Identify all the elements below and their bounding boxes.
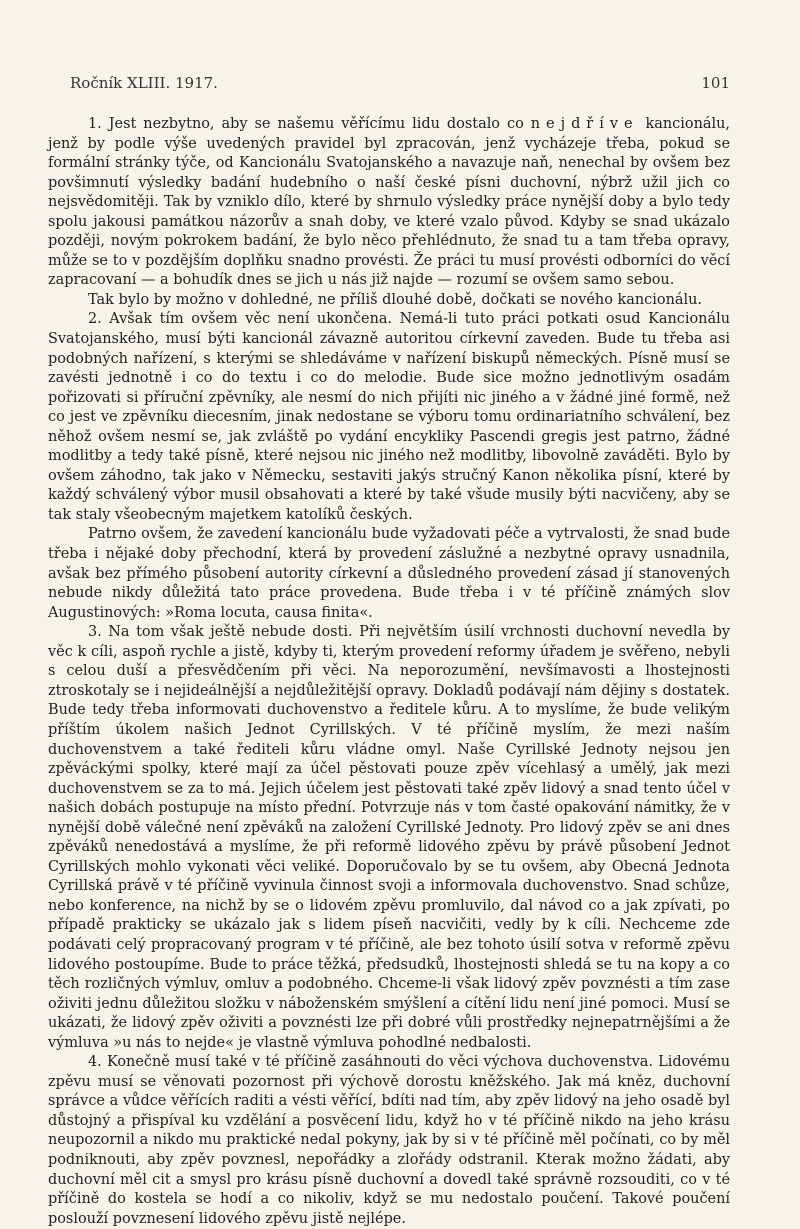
- paragraph-6: 4. Konečně musí také v té příčině zasáhnouti do věci výchova duchovenstva. Lidovému zpěvu musí se věnovati pozornost při výchově dorostu kněžského. Jak má kněz, duchovní správce a vůdce věřících raditi a vésti věřící, bdíti nad tím, aby zpěv lidový na jeho osadě byl důstojný a přispíval ku vzdělání a posvěcení lidu, když ho v té příčině nikdo na jeho krásu neupozornil a nikdo mu praktické nedal pokyny, jak by si v té příčině měl počínati, co by měl podniknouti, aby zpěv povznesl, nepořádky a zlořády odstranil. Kterak možno žádati, aby duchovní měl cit a smysl pro krásu písně duchovní a dovedl také správně rozsouditi, co v té příčině do kostela se hodí a co nikoliv, když se mu nedostalo poučení. Takové poučení poslouží povznesení lidového zpěvu jistě nejlépe.: [48, 1054, 730, 1227]
- emphasis-spaced: nejdříve: [530, 116, 639, 132]
- paragraph-1: [48, 115, 730, 291]
- page-number: 101: [701, 74, 730, 92]
- paragraph-5: 3. Na tom však ještě nebude dosti. Při největším úsilí vrchnosti duchovní nevedla by věc k cíli, aspoň rychle a jistě, kdyby ti, kterým provedení reformy úřadem je svěřeno, nebyli s celou duší a přesvědčením při věci. Na neporozumění, nevšímavosti a lhostejnosti ztroskotaly se i nejideálnější a nejdůležitější opravy. Dokladů podávají nám dějiny s dostatek. Bude tedy třeba informovati duchovenstvo a ředitele kůru. A to myslíme, že bude velikým příštím úkolem našich Jednot Cyrillských. V té příčině myslím, že mezi naším duchovenstvem a také řediteli kůru vládne omyl. Naše Cyrillské Jednoty nejsou jen zpěváckými spolky, které mají za účel pěstovati pouze zpěv vícehlasý a umělý, jak mezi duchovenstvem se za to má. Jejich účelem jest pěstovati také zpěv lidový a snad tento účel v našich dobách postupuje na místo přední. Potvrzuje nás v tom časté opakování námitky, že v nynější době válečné není zpěváků na založení Cyrillské Jednoty. Pro lidový zpěv se ani dnes zpěváků nenedostává a myslíme, že při reformě lidového zpěvu by právě působení Jednot Cyrillských mohlo vykonati věci veliké. Doporučovalo by se tu ovšem, aby Obecná Jednota Cyrillská právě v té příčině vyvinula činnost svoji a informovala duchovenstvo. Snad schůze, nebo konference, na nichž by se o lidovém zpěvu promluvilo, dal návod co a jak zpívati, po případě prakticky se ukázalo jak s lidem píseň nacvičiti, vedly by k cíli. Nechceme zde podávati celý propracovaný program v té příčině, ale bez tohoto úsilí sotva v reformě zpěvu lidového postoupíme. Bude to práce těžká, předsudků, lhostejnosti shledá se tu na kopy a co těch rozličných výmluv, omluv a podobného. Chceme-li však lidový zpěv povznésti a tím zase oživiti jednu důležitou složku v náboženském smýšlení a cítění lidu není jiné pomoci. Musí se ukázati, že lidový zpěv oživiti a povznésti lze při dobré vůli prostředky nejnepatrnějšími a že výmluva »u nás to nejde« je vlastně výmluva pohodlné nedbalosti.: [48, 624, 730, 1051]
- paragraph-2: Tak bylo by možno v dohledné, ne příliš dlouhé době, dočkati se nového kancionálu.: [88, 291, 702, 308]
- paragraph-3: 2. Avšak tím ovšem věc není ukončena. Nemá-li tuto práci potkati osud Kancionálu Svatojanského, musí býti kancionál závazně autoritou církevní zaveden. Bude tu třeba asi podobných nařízení, s kterými se shledáváme v nařízení biskupů německých. Písně musí se zavésti jednotně i co do textu i co do melodie. Bude sice možno jednotlivým osadám pořizovati si příruční zpěvníky, ale nesmí do nich přijíti nic jiného a v žádné jiné formě, než co jest ve zpěvníku diecesním, jinak nedostane se výboru tomu ordinariatního schválení, bez něhož ovšem nesmí se, jak zvláště po vydání encykliky Pascendi gregis jest patrno, žádné modlitby a tedy také písně, které nejsou nic jiného než modlitby, libovolně zaváděti. Bylo by ovšem záhodno, tak jako v Německu, sestaviti jakýs stručný Kanon několika písní, které by každý schválený výbor musil obsahovati a které by také všude musily býti nacvičeny, aby se tak staly všeobecným majetkem katolíků českých.: [48, 311, 730, 523]
- body-text: [48, 115, 730, 1229]
- paragraph-4: Patrno ovšem, že zavedení kancionálu bude vyžadovati péče a vytrvalosti, že snad bude třeba i nějaké doby přechodní, která by provedení záslužné a nezbytné opravy usnadnila, avšak bez přímého působení autority církevní a důsledného provedení zásad jí stanovených nebude nikdy důležitá tato práce provedena. Bude třeba i v té příčině známých slov Augustinových: »Roma locuta, causa finita«.: [48, 526, 730, 621]
- volume-year: Ročník XLIII. 1917.: [70, 74, 218, 92]
- running-header: [70, 74, 730, 92]
- paragraph-1-start: 1. Jest nezbytno, aby se našemu věřícímu lidu dostalo co: [88, 116, 531, 132]
- paragraph-1-end: kancionálu, jenž by podle výše uvedených pravidel byl zpracován, jenž vycházeje třeba, pokud se formální stránky týče, od Kancionálu Svatojanského a navazuje naň, nenechal by ovšem bez povšimnutí výsledky badání hudebního o naší české písni duchovní, nýbrž užil jich co nejsvědomitěji. Tak by vzniklo dílo, které by shrnulo výsledky práce nynější doby a bylo tedy spolu jakousi památkou názorův a snah doby, ve které vzalo původ. Kdyby se snad ukázalo později, novým pokrokem badání, že bylo něco přehlédnuto, že snad tu a tam třeba opravy, může se to v pozdějším doplňku snadno provésti. Že práci tu musí provésti odborníci do věcí zapracovaní — a bohudík dnes se jich u nás již najde — rozumí se ovšem samo sebou.: [48, 116, 730, 289]
